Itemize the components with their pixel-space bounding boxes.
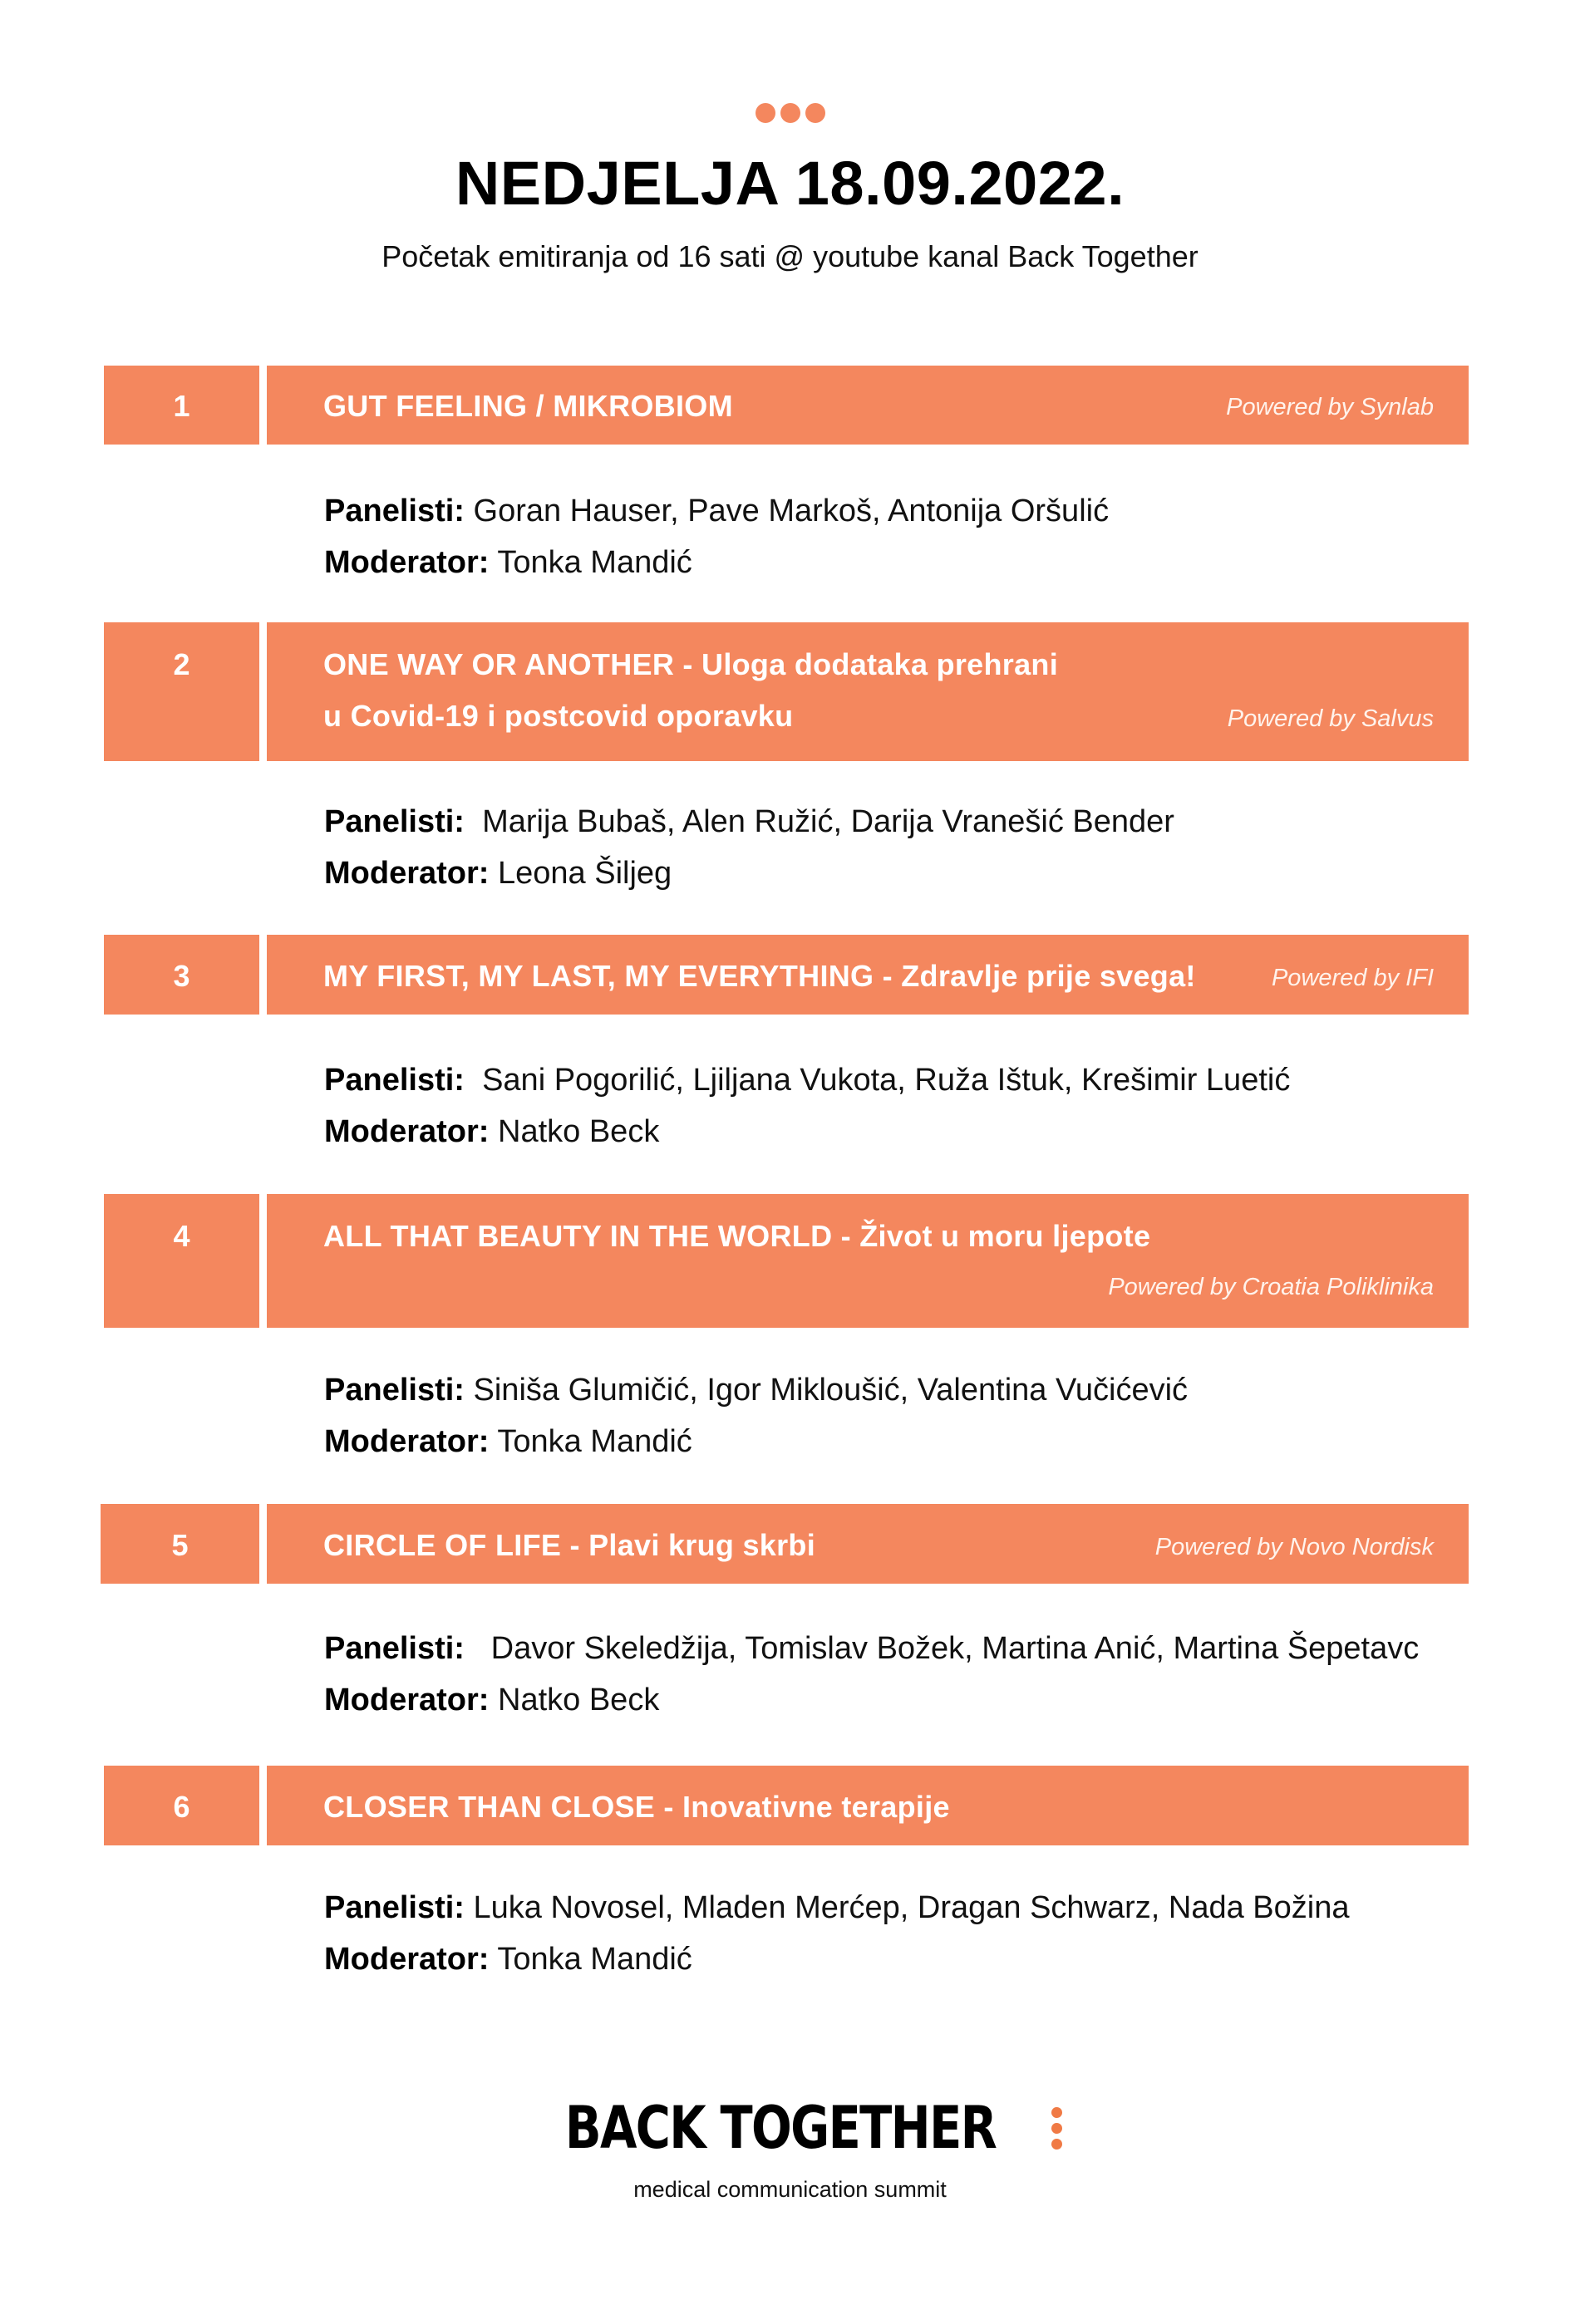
session-title: CLOSER THAN CLOSE - Inovativne terapije (323, 1790, 950, 1824)
back-together-logo (0, 2094, 1580, 2162)
session-bar-3 (267, 935, 1469, 1015)
session-people-4 (324, 1364, 1188, 1467)
panelists-value: Sani Pogorilić, Ljiljana Vukota, Ruža Ištuk, Krešimir Luetić (482, 1063, 1291, 1098)
session-number-4: 4 (104, 1194, 259, 1328)
panelists-label: Panelisti: (324, 494, 465, 528)
moderator-label: Moderator: (324, 1424, 490, 1459)
session-title-line2: u Covid-19 i postcovid oporavku (323, 699, 794, 733)
session-bar-1 (267, 366, 1469, 445)
logo-tagline: medical communication summit (633, 2177, 947, 2202)
session-people-1 (324, 485, 1109, 588)
session-title: ONE WAY OR ANOTHER - Uloga dodataka prehrani (323, 647, 1059, 681)
session-sponsor: Powered by Croatia Poliklinika (1108, 1274, 1434, 1300)
moderator-label: Moderator: (324, 1114, 490, 1149)
session-title: MY FIRST, MY LAST, MY EVERYTHING - Zdravlje prije svega! (323, 959, 1196, 993)
session-people-2 (324, 796, 1174, 899)
panelists-value: Goran Hauser, Pave Markoš, Antonija Oršulić (473, 494, 1110, 528)
moderator-value: Natko Beck (498, 1683, 660, 1717)
session-number-6: 6 (104, 1766, 259, 1845)
moderator-value: Leona Šiljeg (498, 856, 672, 891)
session-title: ALL THAT BEAUTY IN THE WORLD - Život u moru ljepote (323, 1219, 1151, 1253)
session-sponsor: Powered by Novo Nordisk (1154, 1534, 1434, 1560)
session-people-3 (324, 1054, 1290, 1157)
session-bar-4 (267, 1194, 1469, 1328)
panelists-label: Panelisti: (324, 1631, 465, 1666)
session-title: CIRCLE OF LIFE - Plavi krug skrbi (323, 1528, 815, 1562)
panelists-value: Siniša Glumičić, Igor Mikloušić, Valentina Vučićević (473, 1373, 1189, 1408)
session-number-3: 3 (104, 935, 259, 1015)
moderator-label: Moderator: (324, 856, 490, 891)
session-sponsor: Powered by Salvus (1227, 705, 1434, 732)
moderator-value: Tonka Mandić (497, 545, 692, 580)
header-dots (0, 103, 1580, 127)
session-bar-6 (267, 1766, 1469, 1845)
session-bar-5 (267, 1504, 1469, 1584)
panelists-value: Marija Bubaš, Alen Ružić, Darija Vranešić Bender (482, 804, 1174, 839)
session-number-2: 2 (104, 622, 259, 761)
moderator-value: Natko Beck (498, 1114, 660, 1149)
decor-dot (780, 103, 800, 123)
session-sponsor: Powered by Synlab (1226, 394, 1434, 420)
session-title: GUT FEELING / MIKROBIOM (323, 389, 733, 423)
moderator-label: Moderator: (324, 545, 490, 580)
decor-dot (756, 103, 775, 123)
session-sponsor: Powered by IFI (1271, 965, 1434, 991)
moderator-value: Tonka Mandić (497, 1942, 692, 1977)
moderator-value: Tonka Mandić (497, 1424, 692, 1459)
panelists-label: Panelisti: (324, 1063, 465, 1098)
panelists-label: Panelisti: (324, 804, 465, 839)
panelists-label: Panelisti: (324, 1890, 465, 1925)
page-title: NEDJELJA 18.09.2022. (455, 149, 1125, 218)
page-subtitle: Početak emitiranja od 16 sati @ youtube kanal Back Together (381, 239, 1199, 273)
session-number-5: 5 (101, 1504, 259, 1584)
panelists-label: Panelisti: (324, 1373, 465, 1408)
panelists-value: Davor Skeledžija, Tomislav Božek, Martina Anić, Martina Šepetavc (490, 1631, 1420, 1666)
moderator-label: Moderator: (324, 1942, 490, 1977)
session-people-5 (324, 1623, 1419, 1726)
decor-dot (805, 103, 825, 123)
session-people-6 (324, 1882, 1350, 1985)
moderator-label: Moderator: (324, 1683, 490, 1717)
logo-text: BACK TOGETHER (564, 2094, 996, 2162)
session-number-1: 1 (104, 366, 259, 445)
session-bar-2 (267, 622, 1469, 761)
panelists-value: Luka Novosel, Mladen Merćep, Dragan Schwarz, Nada Božina (473, 1890, 1350, 1925)
logo-dots-icon (1051, 2105, 1062, 2152)
